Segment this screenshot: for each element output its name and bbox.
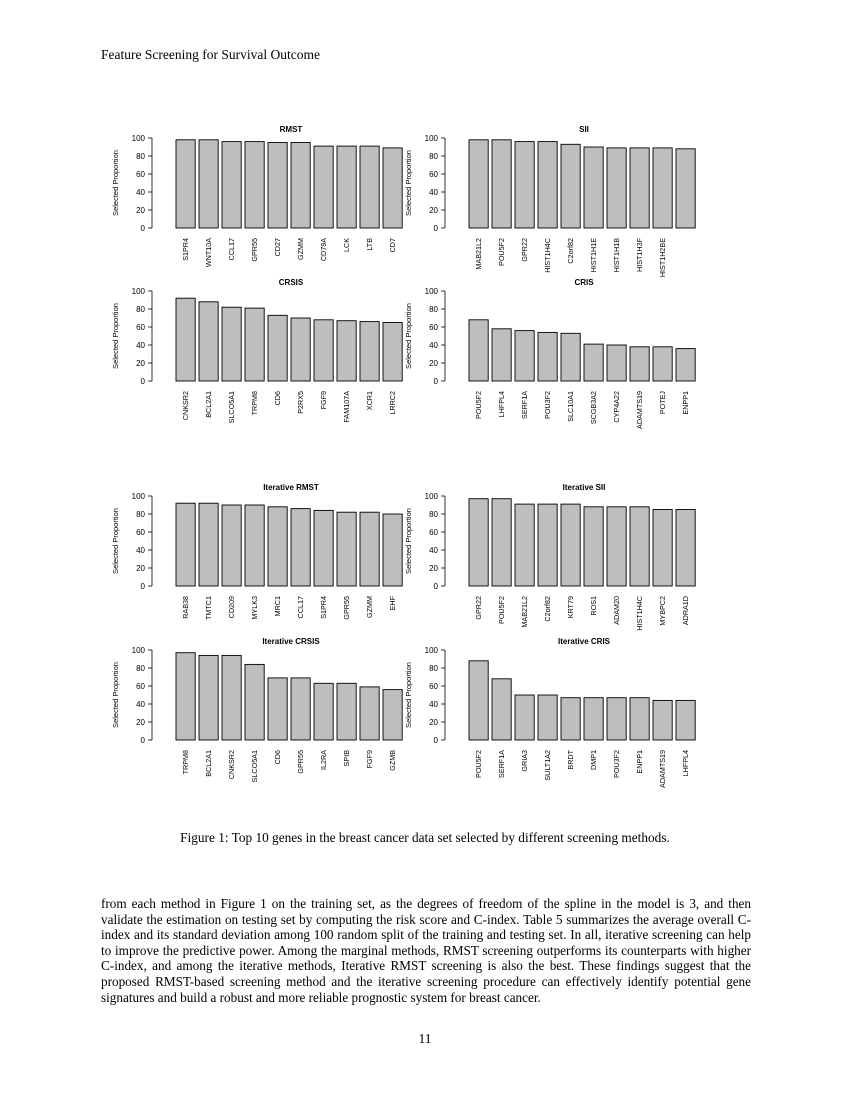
category-label: BCL2A1	[204, 391, 214, 418]
y-tick-label: 20	[429, 359, 438, 368]
y-tick-label: 20	[136, 718, 145, 727]
bar	[469, 499, 488, 586]
bar	[222, 655, 241, 740]
bar	[291, 318, 310, 381]
bar	[561, 333, 580, 381]
y-tick-label: 20	[429, 206, 438, 215]
category-label: SERF1A	[520, 391, 530, 419]
y-tick-label: 60	[136, 170, 145, 179]
bar	[360, 687, 379, 740]
bar	[199, 302, 218, 381]
chart-title: Iterative SII	[562, 483, 606, 492]
y-tick-label: 60	[429, 170, 438, 179]
bar	[515, 504, 534, 586]
category-label: WNT10A	[204, 238, 214, 268]
bar	[607, 148, 626, 228]
category-label: HIST1H4C	[543, 238, 553, 273]
bar	[676, 149, 695, 228]
bar	[630, 347, 649, 381]
bar-chart-panel	[404, 483, 695, 631]
category-label: CD27	[273, 238, 283, 257]
category-label: SPIB	[342, 750, 352, 767]
bar	[561, 698, 580, 740]
bar-chart-panel	[404, 637, 695, 788]
chart-title: Iterative RMST	[263, 483, 319, 492]
y-tick-label: 60	[136, 323, 145, 332]
category-label: SLC10A1	[566, 391, 576, 422]
category-label: LCK	[342, 238, 352, 252]
bar	[268, 143, 287, 229]
bar	[337, 321, 356, 381]
y-tick-label: 0	[140, 582, 145, 591]
category-label: S1PR4	[181, 238, 191, 261]
bar	[176, 503, 195, 586]
y-axis-title: Selected Proportion	[111, 303, 120, 369]
category-label: TRPM8	[250, 391, 260, 416]
category-label: ENPP1	[681, 391, 691, 415]
body-paragraph: from each method in Figure 1 on the training set, as the degrees of freedom of the spline in the model is 3, and then validate the estimation on testing set by computing the risk score and C-index. Table 5 summarizes the average overall C-index and its standard deviation among 100 random split of the training and testing set. In all, iterative screening can help to improve the predictive power. Among the marginal methods, RMST screening outperforms its counterparts with higher C-index, and among the iterative methods, Iterative RMST screening is also the best. These findings suggest that the proposed RMST-based screening method and the iterative screening procedure can effectively identify potential gene signatures and build a robust and more reliable prognostic system for breast cancer.	[101, 896, 751, 1005]
y-tick-label: 0	[140, 736, 145, 745]
bar	[291, 509, 310, 586]
chart-title: Iterative CRIS	[557, 637, 611, 646]
bar	[360, 322, 379, 381]
y-axis-title: Selected Proportion	[404, 662, 413, 728]
y-tick-label: 20	[136, 206, 145, 215]
y-tick-label: 40	[136, 188, 145, 197]
bar	[245, 664, 264, 740]
bar	[337, 683, 356, 740]
y-tick-label: 40	[429, 546, 438, 555]
bar	[469, 140, 488, 228]
y-tick-label: 20	[136, 359, 145, 368]
bar	[538, 695, 557, 740]
y-tick-label: 100	[424, 134, 438, 143]
figure-caption: Figure 1: Top 10 genes in the breast cancer data set selected by different screening methods.	[180, 830, 670, 845]
y-tick-label: 60	[136, 682, 145, 691]
y-tick-label: 100	[424, 646, 438, 655]
category-label: TMTC1	[204, 596, 214, 620]
bar	[222, 142, 241, 228]
bar	[337, 146, 356, 228]
bar	[515, 142, 534, 228]
category-label: HIST1H2BE	[658, 238, 668, 278]
category-label: CD209	[227, 596, 237, 619]
bar	[360, 512, 379, 586]
y-axis-title: Selected Proportion	[404, 150, 413, 216]
category-label: CD79A	[319, 238, 329, 262]
category-label: POU5F2	[474, 391, 484, 419]
category-label: CCL17	[227, 238, 237, 261]
category-label: MYLK3	[250, 596, 260, 620]
y-tick-label: 20	[136, 564, 145, 573]
bar	[676, 700, 695, 740]
y-tick-label: 80	[429, 664, 438, 673]
y-tick-label: 100	[131, 492, 145, 501]
y-axis-title: Selected Proportion	[111, 662, 120, 728]
bar	[607, 507, 626, 586]
bar	[176, 653, 195, 740]
category-label: IL2RA	[319, 750, 329, 770]
chart-title: CRSIS	[278, 278, 304, 287]
category-label: GPR55	[296, 750, 306, 774]
bar	[538, 332, 557, 381]
bar	[314, 146, 333, 228]
category-label: CD6	[273, 391, 283, 406]
bar	[314, 510, 333, 586]
category-label: CNKSR2	[227, 750, 237, 780]
category-label: MYBPC2	[658, 596, 668, 626]
category-label: CYP4A22	[612, 391, 622, 423]
y-tick-label: 80	[136, 664, 145, 673]
y-tick-label: 0	[140, 377, 145, 386]
y-tick-label: 40	[429, 700, 438, 709]
category-label: LHFPL4	[681, 750, 691, 777]
category-label: GZMB	[388, 750, 398, 771]
y-tick-label: 100	[131, 134, 145, 143]
y-tick-label: 0	[433, 224, 438, 233]
y-tick-label: 60	[429, 323, 438, 332]
category-label: POTEJ	[658, 391, 668, 415]
category-label: RAB38	[181, 596, 191, 619]
y-axis-title: Selected Proportion	[404, 508, 413, 574]
category-label: MRC1	[273, 596, 283, 617]
bar	[492, 499, 511, 586]
bar	[222, 505, 241, 586]
category-label: POU3F2	[543, 391, 553, 419]
category-label: MAB21L2	[474, 238, 484, 270]
bar	[492, 679, 511, 740]
bar	[538, 142, 557, 228]
bar	[268, 315, 287, 381]
bar	[314, 320, 333, 381]
bar	[676, 510, 695, 587]
bar	[630, 148, 649, 228]
category-label: BRDT	[566, 750, 576, 770]
y-axis-title: Selected Proportion	[404, 303, 413, 369]
bar	[199, 503, 218, 586]
category-label: ADAM20	[612, 596, 622, 625]
y-tick-label: 40	[429, 188, 438, 197]
y-tick-label: 0	[140, 224, 145, 233]
y-tick-label: 0	[433, 736, 438, 745]
bar	[607, 698, 626, 740]
category-label: S1PR4	[319, 596, 329, 619]
category-label: SERF1A	[497, 750, 507, 778]
category-label: C2orf82	[566, 238, 576, 264]
category-label: ADAMTS19	[658, 750, 668, 788]
bar	[515, 331, 534, 381]
category-label: LHFPL4	[497, 391, 507, 418]
category-label: HIST1H1E	[589, 238, 599, 273]
category-label: POU3F2	[612, 750, 622, 778]
category-label: CD6	[273, 750, 283, 765]
category-label: SULT1A2	[543, 750, 553, 781]
category-label: POU5F2	[497, 596, 507, 624]
bar-chart-panel	[404, 278, 695, 429]
y-tick-label: 80	[136, 152, 145, 161]
bar	[653, 510, 672, 587]
category-label: ENPP1	[635, 750, 645, 774]
bar	[314, 683, 333, 740]
bar	[515, 695, 534, 740]
category-label: POU5F2	[497, 238, 507, 266]
category-label: TRPM8	[181, 750, 191, 775]
chart-title: Iterative CRSIS	[262, 637, 320, 646]
y-tick-label: 100	[131, 287, 145, 296]
bar	[653, 347, 672, 381]
category-label: GPR55	[342, 596, 352, 620]
y-tick-label: 100	[131, 646, 145, 655]
chart-title: CRIS	[574, 278, 594, 287]
category-label: HIST1H3F	[635, 238, 645, 272]
category-label: EHF	[388, 596, 398, 611]
y-tick-label: 80	[136, 510, 145, 519]
running-head: Feature Screening for Survival Outcome	[101, 47, 320, 62]
bar	[222, 307, 241, 381]
y-tick-label: 20	[429, 564, 438, 573]
category-label: FGF9	[319, 391, 329, 410]
y-axis-title: Selected Proportion	[111, 508, 120, 574]
y-tick-label: 40	[136, 546, 145, 555]
category-label: GZMM	[365, 596, 375, 618]
bar	[584, 147, 603, 228]
y-tick-label: 40	[429, 341, 438, 350]
category-label: XCR1	[365, 391, 375, 411]
category-label: GPR55	[250, 238, 260, 262]
y-tick-label: 0	[433, 377, 438, 386]
category-label: GZMM	[296, 238, 306, 260]
bar	[630, 507, 649, 586]
bar	[584, 698, 603, 740]
bar	[561, 504, 580, 586]
bar-chart-panel	[111, 483, 402, 620]
y-tick-label: 80	[429, 152, 438, 161]
category-label: P2RX5	[296, 391, 306, 414]
y-tick-label: 60	[429, 682, 438, 691]
bar	[291, 678, 310, 740]
chart-title: RMST	[279, 125, 303, 134]
category-label: ADRA1D	[681, 596, 691, 626]
category-label: ROS1	[589, 596, 599, 616]
y-tick-label: 100	[424, 287, 438, 296]
bar	[607, 345, 626, 381]
category-label: HIST1H4C	[635, 596, 645, 631]
category-label: SLCO5A1	[250, 750, 260, 783]
y-tick-label: 20	[429, 718, 438, 727]
category-label: CNKSR2	[181, 391, 191, 421]
bar	[199, 655, 218, 740]
bar	[469, 661, 488, 740]
bar	[538, 504, 557, 586]
category-label: GPR22	[474, 596, 484, 620]
category-label: FGF9	[365, 750, 375, 769]
category-label: C2orf82	[543, 596, 553, 622]
category-label: LRRC2	[388, 391, 398, 415]
bar-chart-panel	[111, 637, 402, 782]
y-tick-label: 60	[136, 528, 145, 537]
bar	[469, 320, 488, 381]
category-label: CD7	[388, 238, 398, 253]
category-label: POU5F2	[474, 750, 484, 778]
category-label: SCGB3A2	[589, 391, 599, 425]
bar	[630, 698, 649, 740]
bar	[337, 512, 356, 586]
bar	[199, 140, 218, 228]
bar	[360, 146, 379, 228]
bar	[584, 344, 603, 381]
bar	[268, 507, 287, 586]
bar-chart-panel	[111, 278, 402, 423]
bar	[383, 148, 402, 228]
bar	[653, 700, 672, 740]
bar-chart-panel	[404, 125, 695, 277]
y-tick-label: 40	[136, 341, 145, 350]
bar	[584, 507, 603, 586]
bar	[492, 329, 511, 381]
y-axis-title: Selected Proportion	[111, 150, 120, 216]
bar	[291, 143, 310, 229]
bar	[653, 148, 672, 228]
bar	[245, 142, 264, 228]
category-label: SLCO5A1	[227, 391, 237, 424]
category-label: GPR22	[520, 238, 530, 262]
chart-title: SII	[579, 125, 589, 134]
category-label: GRIA3	[520, 750, 530, 772]
category-label: CCL17	[296, 596, 306, 619]
y-tick-label: 40	[136, 700, 145, 709]
category-label: MAB21L2	[520, 596, 530, 628]
page-number: 11	[418, 1031, 432, 1046]
category-label: HIST1H1B	[612, 238, 622, 273]
bar	[676, 349, 695, 381]
bar	[245, 308, 264, 381]
y-tick-label: 0	[433, 582, 438, 591]
bar	[383, 514, 402, 586]
category-label: FAM107A	[342, 391, 352, 423]
y-tick-label: 60	[429, 528, 438, 537]
category-label: ADAMTS19	[635, 391, 645, 429]
y-tick-label: 100	[424, 492, 438, 501]
category-label: DMP1	[589, 750, 599, 770]
bar	[561, 144, 580, 228]
category-label: LTB	[365, 238, 375, 251]
bar	[383, 690, 402, 740]
y-tick-label: 80	[429, 305, 438, 314]
category-label: BCL2A1	[204, 750, 214, 777]
y-tick-label: 80	[429, 510, 438, 519]
bar	[245, 505, 264, 586]
y-tick-label: 80	[136, 305, 145, 314]
bar	[268, 678, 287, 740]
bar	[492, 140, 511, 228]
bar	[176, 298, 195, 381]
bar	[176, 140, 195, 228]
category-label: KRT79	[566, 596, 576, 619]
bar-chart-panel	[111, 125, 402, 267]
bar	[383, 323, 402, 382]
